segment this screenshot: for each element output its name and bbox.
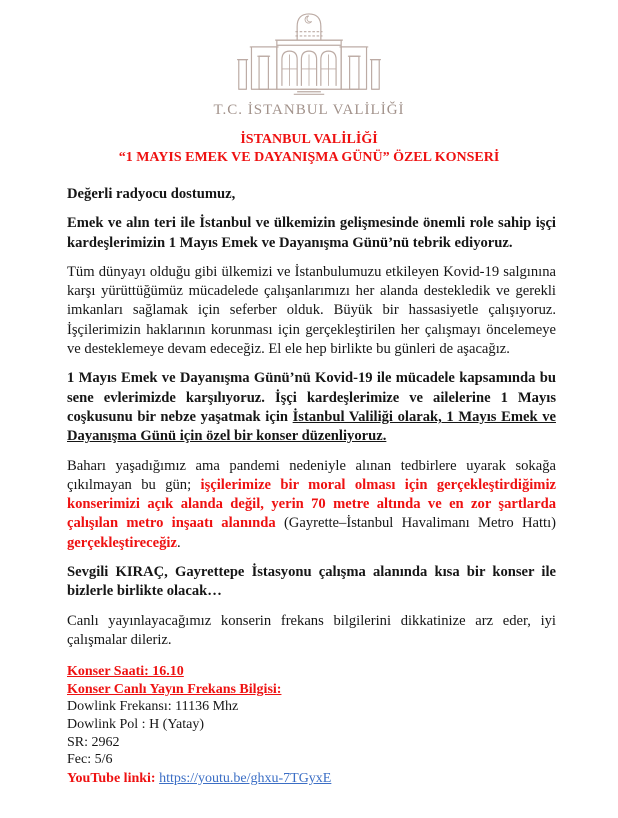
paragraph-location (67, 457, 556, 553)
salutation: Değerli radyocu dostumuz, (67, 186, 236, 202)
concert-time: Konser Saati: 16.10 (67, 664, 184, 680)
fec-value: Fec: 5/6 (67, 752, 113, 768)
paragraph-concert-announcement (67, 369, 556, 446)
letterhead (0, 0, 618, 119)
location-metro-line: (Gayrette–İstanbul Havalimanı Metro Hattı) (283, 515, 556, 532)
logo-caption: T.C. İSTANBUL VALİLİĞİ (213, 102, 405, 118)
downlink-frequency: Dowlink Frekansı: 11136 Mhz (67, 699, 239, 715)
broadcast-info (67, 663, 556, 769)
title-line-1: İSTANBUL VALİLİĞİ (240, 132, 378, 147)
youtube-row (67, 769, 556, 788)
location-intro: Baharı yaşadığımız ama pandemi nedeniyle alınan tedbirlere uyarak sokağa çıkılmayan bu gün; (67, 457, 556, 493)
letter-body (0, 185, 618, 788)
valilik-building-logo (215, 8, 403, 96)
document-title (0, 131, 618, 166)
downlink-polarity: Dowlink Pol : H (Yatay) (67, 717, 205, 733)
paragraph-closing: Canlı yayınlayacağımız konserin frekans bilgilerini dikkatinize arz eder, iyi çalışmalar dileriz. (67, 612, 556, 648)
youtube-link[interactable]: https://youtu.be/ghxu-7TGyxE (159, 770, 332, 786)
location-highlight-2: gerçekleştireceğiz (67, 534, 177, 551)
concert-announcement-underlined: İstanbul Valiliği olarak, 1 Mayıs Emek ve Dayanışma Günü için özel bir konser düzenliyoruz. (67, 408, 556, 445)
youtube-label: YouTube linki: (67, 770, 156, 786)
paragraph-kirac: Sevgili KIRAÇ, Gayrettepe İstasyonu çalışma alanında kısa bir konser ile bizlerle birlikte olacak… (67, 564, 556, 600)
title-line-2: “1 MAYIS EMEK VE DAYANIŞMA GÜNÜ” ÖZEL KONSERİ (118, 149, 500, 165)
paragraph-greeting: Emek ve alın teri ile İstanbul ve ülkemizin gelişmesinde önemli role sahip işçi kardeşlerimizin 1 Mayıs Emek ve Dayanışma Günü’nü tebrik ediyoruz. (67, 215, 556, 251)
symbol-rate: SR: 2962 (67, 734, 120, 750)
location-highlight-1: işçilerimize bir moral olması için gerçekleştirdiğimiz konserimizi açık alanda değil, yerin 70 metre altında ve en zor şartlarda çalışılan metro inşaatı alanında (67, 476, 556, 532)
location-period: . (176, 534, 181, 551)
concert-announcement-lead: 1 Mayıs Emek ve Dayanışma Günü’nü Kovid-19 ile mücadele kapsamında bu sene evlerimizde karşılıyoruz. İşçi kardeşlerimize ve ailelerine 1 Mayıs coşkusunu bir nebze yaşatmak için (67, 370, 556, 425)
paragraph-covid: Tüm dünyayı olduğu gibi ülkemizi ve İstanbulumuzu etkileyen Kovid-19 salgınına karşı yürüttüğümüz mücadelede çalışanlarımızı her alanda destekledik ve gerekli imkanları sağlamak için seferber olduk. Büyük bir hassasiyetle çalışıyoruz. İşçilerimizin haklarının korunması için gerçekleştirilen her çalışmayı öncelemeye ve desteklemeye devam edeceğiz. El ele hep birlikte bu günleri de aşacağız. (67, 263, 556, 358)
frequency-heading: Konser Canlı Yayın Frekans Bilgisi: (67, 681, 282, 697)
